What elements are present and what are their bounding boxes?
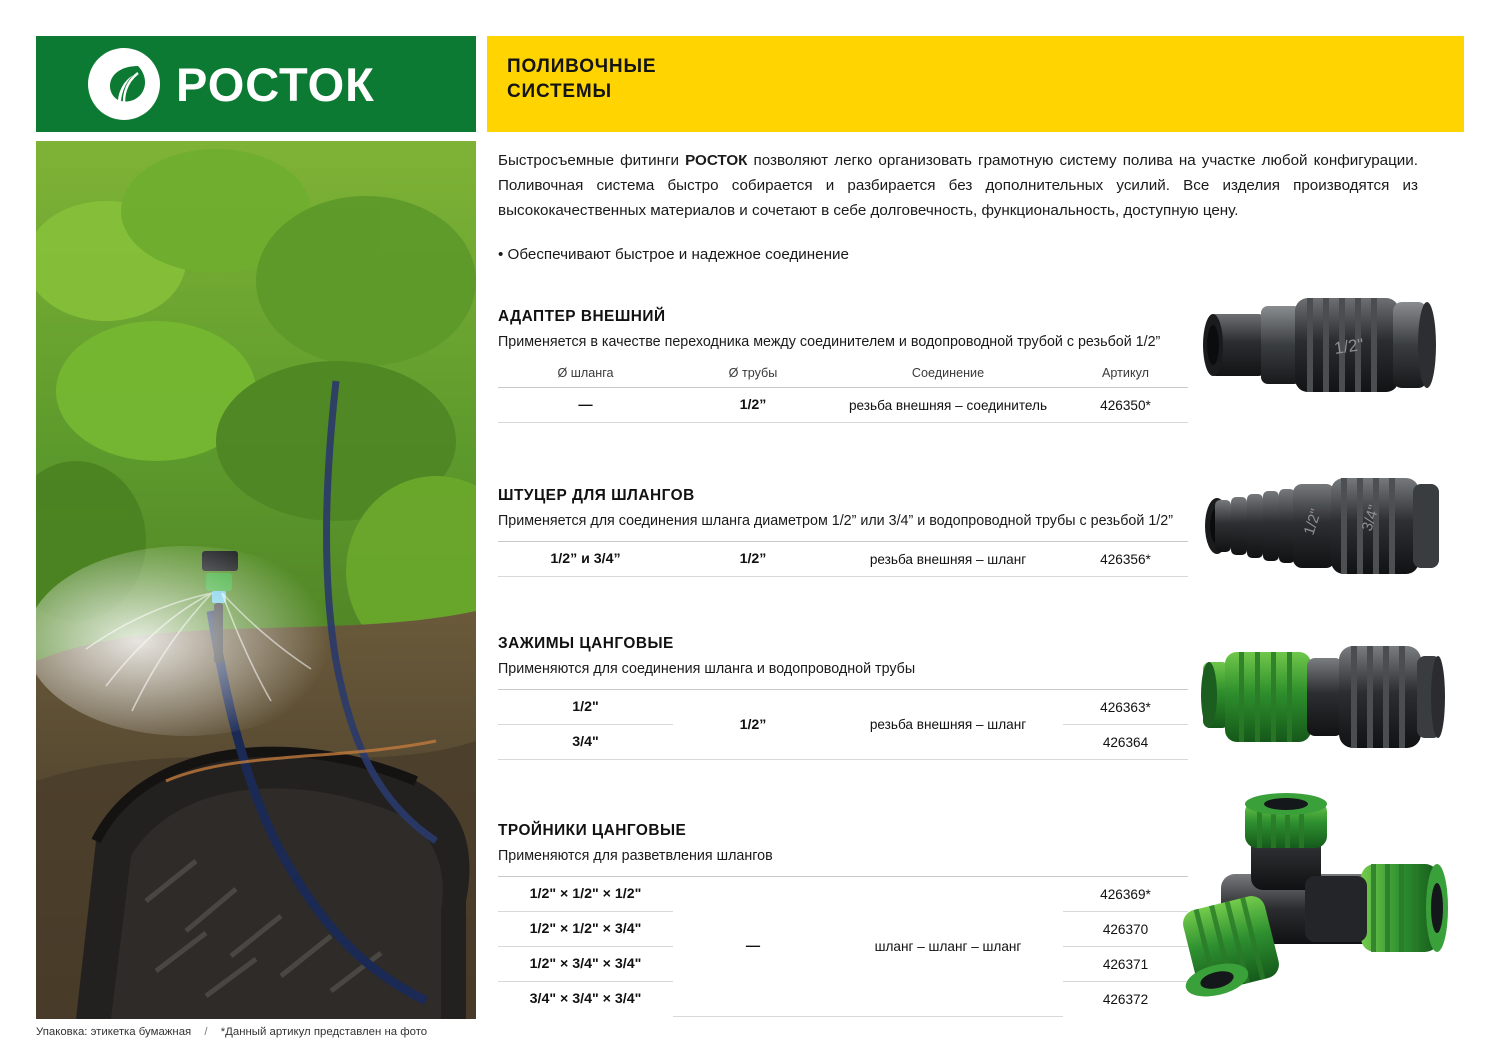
page-title-block <box>487 36 1464 132</box>
cell-article: 426356* <box>1063 542 1188 577</box>
spec-table-adapter <box>498 362 1188 423</box>
cell-article: 426364 <box>1063 725 1188 760</box>
cell-hose: 3/4" <box>498 725 673 760</box>
page-title-line-1: ПОЛИВОЧНЫЕ <box>507 56 657 77</box>
page-title-line-2: СИСТЕМЫ <box>507 81 612 102</box>
table-row <box>498 877 1188 912</box>
cell-pipe-merged: 1/2” <box>673 690 833 760</box>
cell-hose: 1/2" <box>498 690 673 725</box>
section-adapter-external <box>498 308 1188 423</box>
section-hose-fitting <box>498 487 1188 577</box>
section-title: ТРОЙНИКИ ЦАНГОВЫЕ <box>498 822 687 839</box>
section-collet-clamps <box>498 635 1188 760</box>
section-title: ШТУЦЕР ДЛЯ ШЛАНГОВ <box>498 487 695 504</box>
section-collet-tees <box>498 822 1188 1017</box>
cell-article: 426370 <box>1063 912 1188 947</box>
brand-logo-block <box>36 36 476 132</box>
spec-table-collet-clamps <box>498 689 1188 760</box>
cell-hose: 1/2" × 3/4" × 3/4" <box>498 947 673 982</box>
col-header-article: Артикул <box>1063 362 1188 388</box>
footer-packaging: Упаковка: этикетка бумажная <box>36 1026 192 1038</box>
intro-part-2: позволяют легко организовать грамотную систему полива на участке любой конфигурации. Поливочная система быстро собирается и разбирается без дополнительных усилий. Все изделия производятся из высококачественных материалов и сочетают в себе долговечность, функциональность, доступную цену. <box>498 152 1418 219</box>
cell-connection: резьба внешняя – соединитель <box>833 388 1063 423</box>
svg-text:1/2": 1/2" <box>1300 507 1325 538</box>
footer-separator: / <box>204 1026 208 1038</box>
intro-bullet: • Обеспечивают быстрое и надежное соединение <box>498 246 849 263</box>
garden-irrigation-photo <box>36 141 476 1019</box>
section-title: АДАПТЕР ВНЕШНИЙ <box>498 308 666 325</box>
footer-note <box>36 1026 427 1038</box>
section-title: ЗАЖИМЫ ЦАНГОВЫЕ <box>498 635 674 652</box>
hose-fitting-photo <box>1195 460 1450 595</box>
svg-text:1/2": 1/2" <box>1332 335 1365 358</box>
collet-tee-photo <box>1165 790 1455 1025</box>
table-header-row <box>498 362 1188 388</box>
cell-connection-merged: резьба внешняя – шланг <box>833 690 1063 760</box>
col-header-hose: Ø шланга <box>498 362 673 388</box>
brand-name: РОСТОК <box>176 57 375 111</box>
section-description: Применяется для соединения шланга диаметром 1/2” или 3/4” и водопроводной трубы с резьбой 1/2” <box>498 513 1173 529</box>
cell-connection: резьба внешняя – шланг <box>833 542 1063 577</box>
table-row <box>498 542 1188 577</box>
intro-brand: РОСТОК <box>685 152 748 169</box>
collet-clamp-photo <box>1195 620 1450 780</box>
svg-text:3/4": 3/4" <box>1358 503 1383 534</box>
cell-hose: 1/2” и 3/4” <box>498 542 673 577</box>
cell-hose: 3/4" × 3/4" × 3/4" <box>529 991 642 1007</box>
intro-text <box>498 148 1418 266</box>
spec-table-hose-fitting <box>498 541 1188 577</box>
cell-pipe: 1/2” <box>673 542 833 577</box>
col-header-connection: Соединение <box>833 362 1063 388</box>
cell-article: 426363* <box>1063 690 1188 725</box>
adapter-external-photo <box>1195 272 1450 427</box>
spec-table-collet-tees <box>498 876 1188 1017</box>
cell-connection-merged: шланг – шланг – шланг <box>833 877 1063 1017</box>
cell-article: 426371 <box>1063 947 1188 982</box>
cell-article: 426369* <box>1063 877 1188 912</box>
cell-article: 426350* <box>1063 388 1188 423</box>
cell-article: 426372 <box>1102 991 1149 1007</box>
section-description: Применяются для соединения шланга и водопроводной трубы <box>498 661 916 677</box>
footer-article-note: *Данный артикул представлен на фото <box>220 1026 428 1038</box>
cell-hose: 1/2" × 1/2" × 1/2" <box>498 877 673 912</box>
intro-part-1: Быстросъемные фитинги <box>498 152 686 169</box>
col-header-pipe: Ø трубы <box>673 362 833 388</box>
cell-hose: 1/2" × 1/2" × 3/4" <box>498 912 673 947</box>
section-description: Применяются для разветвления шлангов <box>498 848 773 864</box>
table-row <box>498 690 1188 725</box>
section-description: Применяется в качестве переходника между соединителем и водопроводной трубой с резьбой 1/2” <box>498 334 1161 350</box>
cell-pipe: 1/2” <box>673 388 833 423</box>
cell-hose: — <box>498 388 673 423</box>
leaf-in-circle-icon <box>88 48 160 120</box>
cell-pipe-merged: — <box>673 877 833 1017</box>
table-row <box>498 388 1188 423</box>
intro-paragraph <box>498 148 1418 223</box>
